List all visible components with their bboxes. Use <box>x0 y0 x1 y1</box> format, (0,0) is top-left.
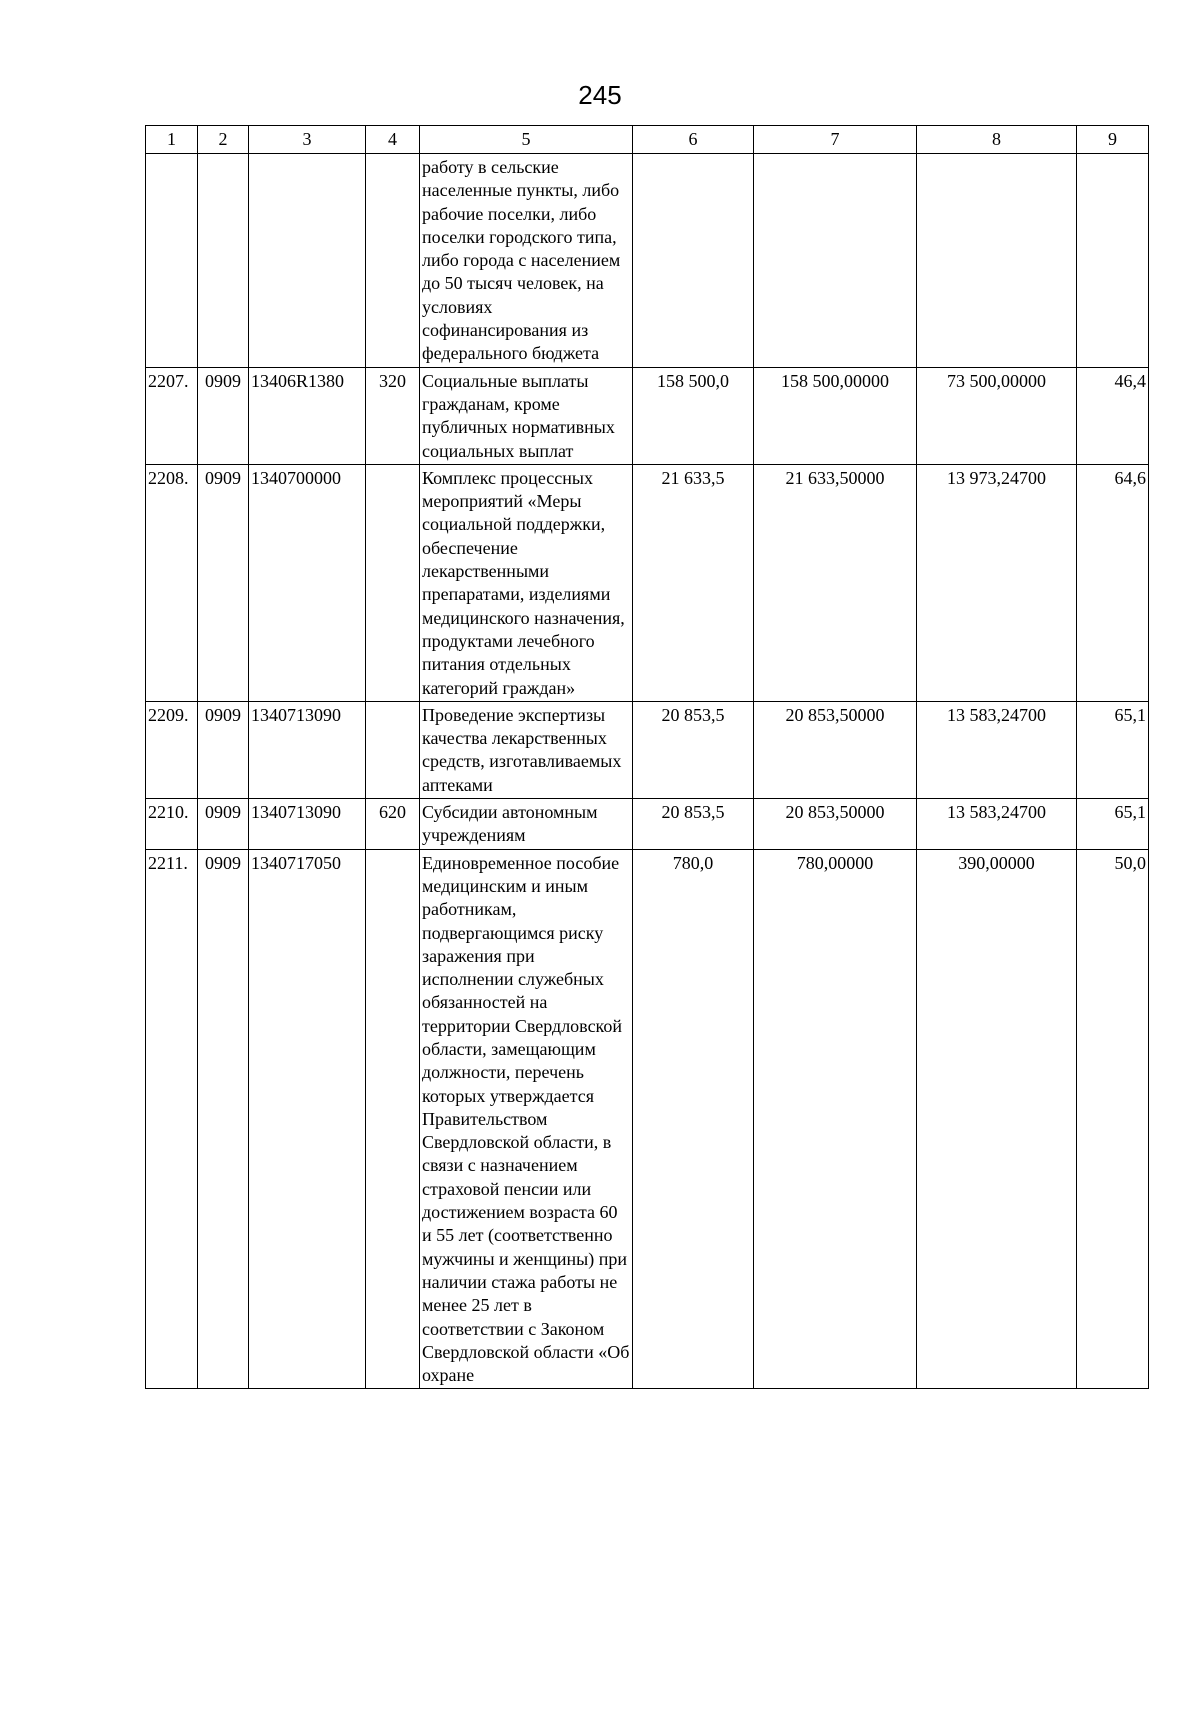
column-header: 7 <box>754 126 917 154</box>
expense-type-cell: 320 <box>366 367 420 464</box>
plan-amount-cell: 20 853,5 <box>633 799 754 850</box>
plan-amount-cell: 21 633,5 <box>633 464 754 701</box>
item-name-cell: Комплекс процессных мероприятий «Меры социальной поддержки, обеспечение лекарственными препаратами, изделиями медицинского назначения, продуктами лечебного питания отдельных категорий граждан» <box>420 464 633 701</box>
column-header: 5 <box>420 126 633 154</box>
actual-amount-cell: 390,00000 <box>917 849 1077 1389</box>
expense-type-cell: 620 <box>366 799 420 850</box>
actual-amount-cell: 13 583,24700 <box>917 799 1077 850</box>
actual-amount-cell: 13 973,24700 <box>917 464 1077 701</box>
item-name-cell: Социальные выплаты гражданам, кроме публичных нормативных социальных выплат <box>420 367 633 464</box>
column-header: 6 <box>633 126 754 154</box>
column-header: 1 <box>146 126 198 154</box>
percent-cell: 65,1 <box>1077 799 1149 850</box>
actual-amount-cell <box>917 154 1077 368</box>
section-code-cell: 0909 <box>198 799 249 850</box>
refined-amount-cell: 20 853,50000 <box>754 701 917 798</box>
expense-type-cell <box>366 701 420 798</box>
table-body <box>146 126 1149 1389</box>
percent-cell: 65,1 <box>1077 701 1149 798</box>
expense-type-cell <box>366 154 420 368</box>
item-name-cell: Единовременное пособие медицинским и иным работникам, подвергающимся риску заражения при исполнении служебных обязанностей на территории Свердловской области, замещающим должности, перечень которых утверждается Правительством Свердловской области, в связи с назначением страховой пенсии или достижением возраста 60 и 55 лет (соответственно мужчины и женщины) при наличии стажа работы не менее 25 лет в соответствии с Законом Свердловской области «Об охране <box>420 849 633 1389</box>
row-number-cell <box>146 154 198 368</box>
plan-amount-cell: 158 500,0 <box>633 367 754 464</box>
refined-amount-cell: 20 853,50000 <box>754 799 917 850</box>
table-row <box>146 799 1149 850</box>
row-number-cell: 2210. <box>146 799 198 850</box>
column-header: 9 <box>1077 126 1149 154</box>
expense-type-cell <box>366 849 420 1389</box>
table-row <box>146 154 1149 368</box>
column-header: 4 <box>366 126 420 154</box>
expense-type-cell <box>366 464 420 701</box>
row-number-cell: 2207. <box>146 367 198 464</box>
percent-cell <box>1077 154 1149 368</box>
section-code-cell: 0909 <box>198 701 249 798</box>
page-number: 245 <box>578 80 622 110</box>
row-number-cell: 2208. <box>146 464 198 701</box>
section-code-cell: 0909 <box>198 849 249 1389</box>
refined-amount-cell: 21 633,50000 <box>754 464 917 701</box>
refined-amount-cell: 158 500,00000 <box>754 367 917 464</box>
refined-amount-cell: 780,00000 <box>754 849 917 1389</box>
row-number-cell: 2211. <box>146 849 198 1389</box>
percent-cell: 50,0 <box>1077 849 1149 1389</box>
item-name-cell: Субсидии автономным учреждениям <box>420 799 633 850</box>
target-code-cell <box>249 154 366 368</box>
table-header-row <box>146 126 1149 154</box>
table-row <box>146 701 1149 798</box>
actual-amount-cell: 13 583,24700 <box>917 701 1077 798</box>
percent-cell: 46,4 <box>1077 367 1149 464</box>
section-code-cell: 0909 <box>198 367 249 464</box>
column-header: 8 <box>917 126 1077 154</box>
refined-amount-cell <box>754 154 917 368</box>
table-row <box>146 464 1149 701</box>
column-header: 2 <box>198 126 249 154</box>
section-code-cell: 0909 <box>198 464 249 701</box>
table-row <box>146 367 1149 464</box>
actual-amount-cell: 73 500,00000 <box>917 367 1077 464</box>
target-code-cell: 1340700000 <box>249 464 366 701</box>
target-code-cell: 13406R1380 <box>249 367 366 464</box>
target-code-cell: 1340713090 <box>249 799 366 850</box>
plan-amount-cell: 20 853,5 <box>633 701 754 798</box>
budget-table <box>145 125 1149 1389</box>
section-code-cell <box>198 154 249 368</box>
target-code-cell: 1340713090 <box>249 701 366 798</box>
plan-amount-cell <box>633 154 754 368</box>
target-code-cell: 1340717050 <box>249 849 366 1389</box>
plan-amount-cell: 780,0 <box>633 849 754 1389</box>
item-name-cell: работу в сельские населенные пункты, либо рабочие поселки, либо поселки городского типа, либо города с населением до 50 тысяч человек, на условиях софинансирования из федерального бюджета <box>420 154 633 368</box>
item-name-cell: Проведение экспертизы качества лекарственных средств, изготавливаемых аптеками <box>420 701 633 798</box>
column-header: 3 <box>249 126 366 154</box>
row-number-cell: 2209. <box>146 701 198 798</box>
table-row <box>146 849 1149 1389</box>
percent-cell: 64,6 <box>1077 464 1149 701</box>
